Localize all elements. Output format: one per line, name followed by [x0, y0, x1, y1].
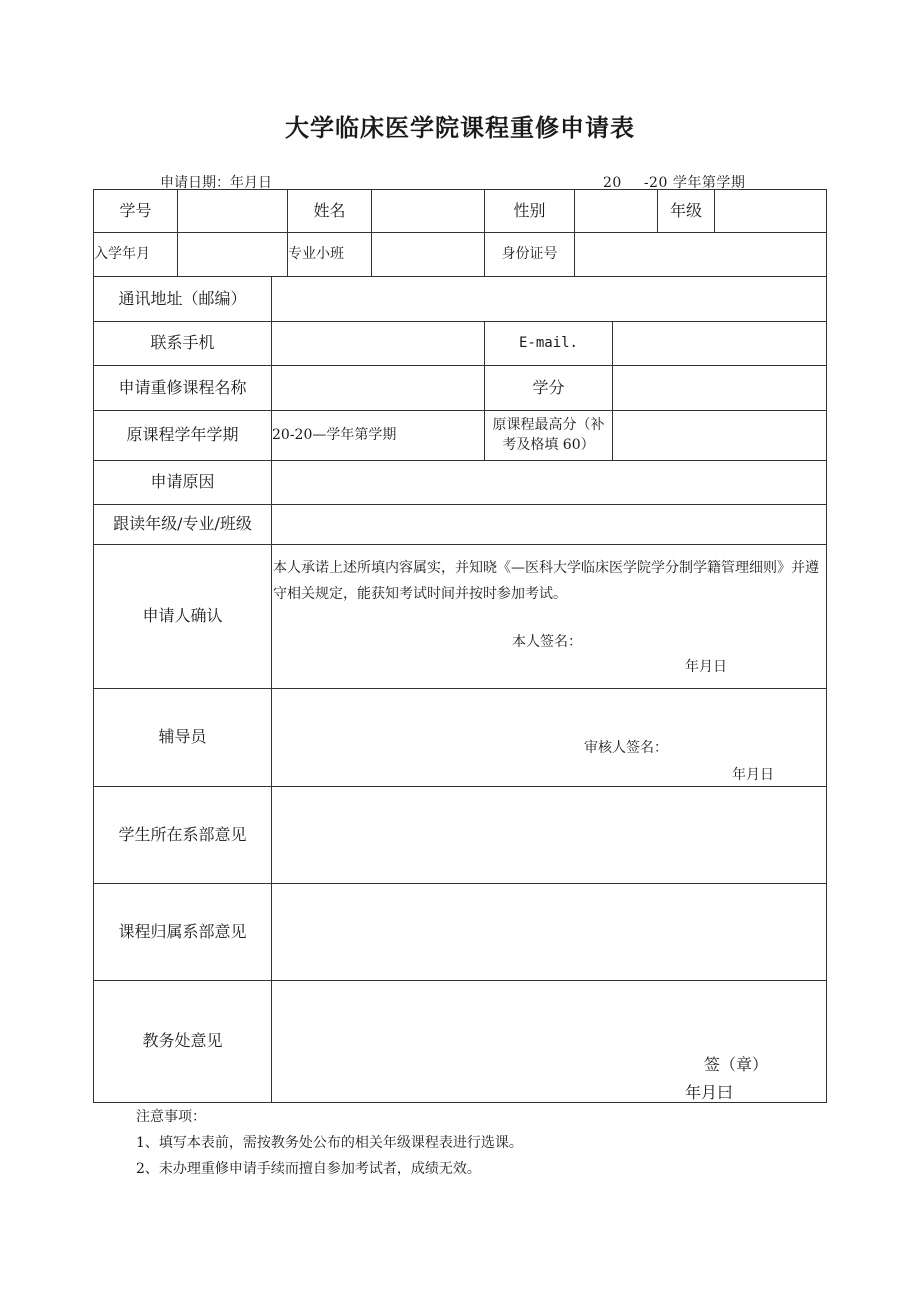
original-max-score-label: 原课程最高分（补考及格填 60）	[492, 416, 605, 453]
follow-class-label: 跟读年级/专业/班级	[113, 514, 252, 534]
reviewer-date[interactable]: 年月日	[732, 767, 774, 783]
term-prefix: 20	[603, 175, 622, 191]
id-number-field[interactable]	[575, 233, 826, 276]
confirmation-statement: 本人承诺上述所填内容属实，并知晓《—医科大学临床医学院学分制学籍管理细则》并遵守相关规定，能获知考试时间并按时参加考试。	[273, 560, 819, 602]
name-label: 姓名	[313, 200, 346, 220]
original-max-score-field[interactable]	[613, 411, 826, 460]
applicant-confirm-label: 申请人确认	[142, 606, 223, 626]
counselor-label: 辅导员	[158, 727, 207, 747]
course-department-opinion-label: 课程归属系部意见	[118, 921, 247, 941]
phone-field[interactable]	[272, 322, 484, 365]
id-number-label: 身份证号	[501, 245, 558, 262]
gender-field[interactable]	[575, 190, 657, 232]
reason-field[interactable]	[272, 461, 826, 504]
seal-label[interactable]: 签（章）	[704, 1055, 769, 1074]
academic-affairs-opinion-label: 教务处意见	[142, 1031, 223, 1051]
reviewer-signature-label[interactable]: 审核人签名：	[584, 740, 668, 756]
email-label: E-mail.	[518, 334, 578, 351]
notes-heading: 注意事项：	[136, 1109, 206, 1125]
applicant-date[interactable]: 年月日	[685, 659, 727, 675]
academic-affairs-date[interactable]: 年月曰	[685, 1083, 734, 1102]
name-field[interactable]	[372, 190, 484, 232]
grade-field[interactable]	[715, 190, 826, 232]
credit-field[interactable]	[613, 366, 826, 410]
note-item: 1、填写本表前，需按教务处公布的相关年级课程表进行选课。	[136, 1135, 523, 1151]
major-class-label: 专业小班	[288, 245, 344, 262]
follow-class-field[interactable]	[272, 505, 826, 544]
original-term-label: 原课程学年学期	[126, 425, 239, 445]
application-date-label: 申请日期：年月日	[160, 175, 272, 191]
grade-label: 年级	[669, 200, 702, 220]
address-field[interactable]	[272, 277, 826, 321]
reason-label: 申请原因	[150, 472, 215, 492]
credit-label: 学分	[532, 377, 565, 397]
notes-section	[136, 1104, 523, 1182]
original-term-value[interactable]: 20-20—学年第学期	[272, 426, 397, 443]
phone-label: 联系手机	[150, 333, 215, 353]
gender-label: 性别	[513, 200, 546, 220]
course-name-label: 申请重修课程名称	[118, 377, 247, 397]
note-item: 2、未办理重修申请手续而擅自参加考试者，成绩无效。	[136, 1161, 481, 1177]
email-field[interactable]	[613, 322, 826, 365]
enrollment-date-label: 入学年月	[94, 245, 150, 262]
applicant-signature-label[interactable]: 本人签名：	[512, 634, 582, 650]
application-form	[93, 189, 827, 1103]
course-department-opinion-field[interactable]	[272, 884, 826, 980]
term-suffix: -20 学年第学期	[643, 175, 746, 191]
major-class-field[interactable]	[372, 233, 484, 276]
course-name-field[interactable]	[272, 366, 484, 410]
student-id-field[interactable]	[178, 190, 287, 232]
department-opinion-field[interactable]	[272, 787, 826, 883]
page-title: 大学临床医学院课程重修申请表	[285, 114, 635, 142]
address-label: 通讯地址（邮编）	[118, 288, 247, 308]
enrollment-date-field[interactable]	[178, 233, 287, 276]
department-opinion-label: 学生所在系部意见	[118, 824, 247, 844]
student-id-label: 学号	[119, 200, 152, 220]
